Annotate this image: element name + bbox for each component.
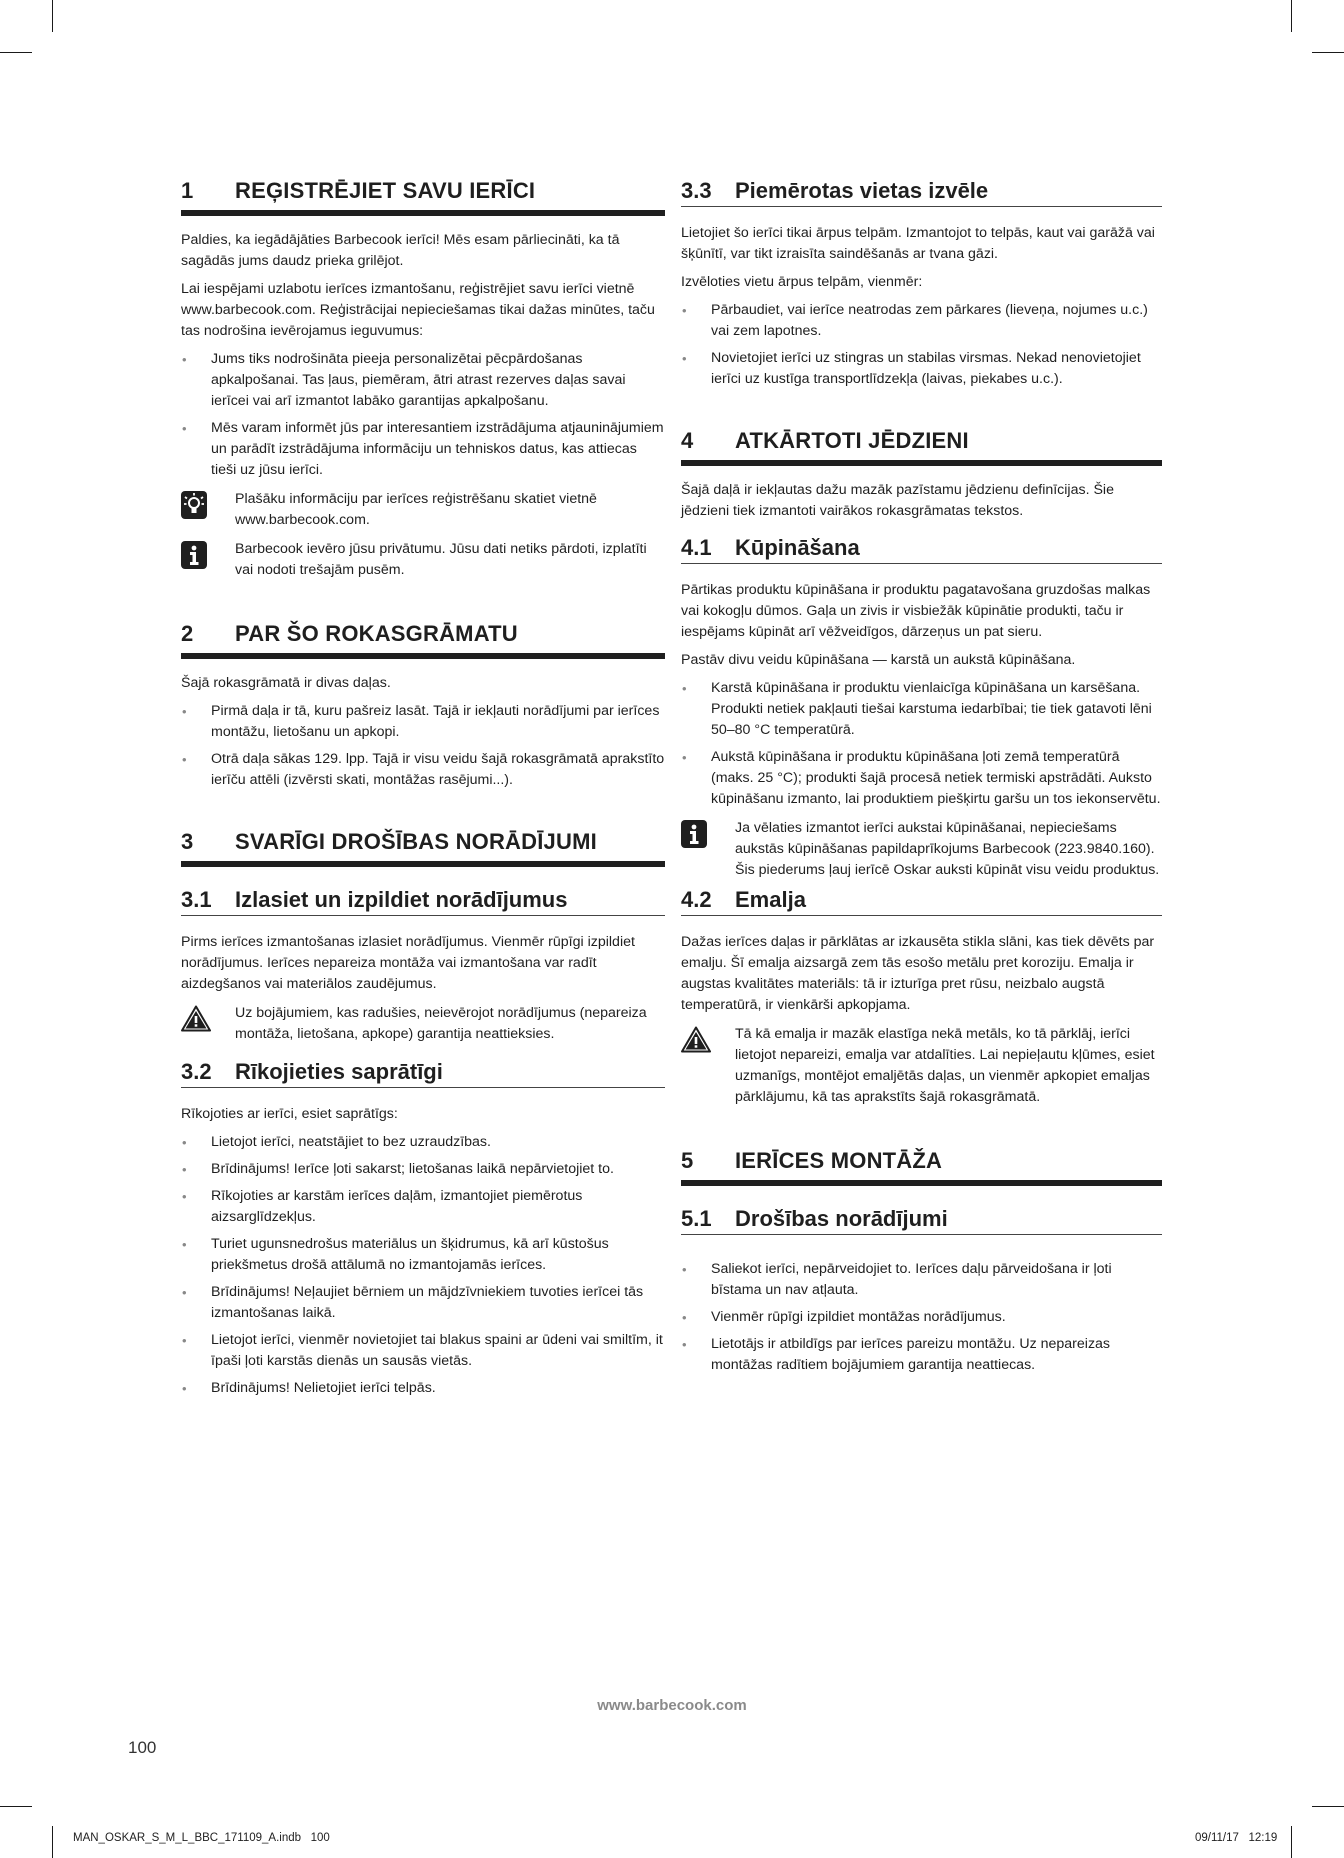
section-title: SVARĪGI DROŠĪBAS NORĀDĪJUMI xyxy=(235,829,597,854)
section-title: Kūpināšana xyxy=(735,535,860,560)
list-item: • Aukstā kūpināšana ir produktu kūpināšana ļoti zemā temperatūrā (maks. 25 °C); produkti šajā procesā netiek termiski apstrādāti. Auksto kūpināšanu izmanto, lai produktiem piešķirtu garšu un tos iekonservētu. xyxy=(682,749,1161,807)
info-note xyxy=(681,818,1162,881)
warning-note xyxy=(181,1003,665,1045)
warning-note xyxy=(681,1024,1162,1108)
tip-note xyxy=(181,489,665,531)
list-item: • Rīkojoties ar karstām ierīces daļām, izmantojiet piemērotus aizsarglīdzekļus. xyxy=(182,1188,583,1225)
crop-mark xyxy=(1312,52,1344,53)
print-slug-date: 09/11/17 12:19 xyxy=(1195,1832,1278,1844)
crop-mark xyxy=(0,1806,32,1807)
note-text: Ja vēlaties izmantot ierīci aukstai kūpināšanai, nepieciešams aukstās kūpināšanas papildaprīkojums Barbecook (223.9840.160). Šis piederums ļauj ierīcē Oskar auksti kūpināt visu veidu produktus. xyxy=(735,820,1160,878)
lightbulb-icon xyxy=(181,489,235,526)
list-item: • Turiet ugunsnedrošus materiālus un šķidrumus, kā arī kūstošus priekšmetus drošā attālumā no izmantojamās ierīces. xyxy=(182,1236,609,1273)
list-item: • Brīdinājums! Nelietojiet ierīci telpās. xyxy=(182,1380,436,1396)
section-title: Izlasiet un izpildiet norādījumus xyxy=(235,887,568,912)
section-number: 4.2 xyxy=(681,887,712,912)
section-number: 4.1 xyxy=(681,535,712,560)
note-text: Barbecook ievēro jūsu privātumu. Jūsu dati netiks pārdoti, izplatīti vai nodoti trešajām pusēm. xyxy=(235,541,647,578)
info-icon xyxy=(681,818,735,855)
crop-mark xyxy=(1291,0,1292,32)
section-3-2-heading xyxy=(181,1061,665,1088)
bullet-list xyxy=(181,701,665,791)
section-1-heading xyxy=(181,180,665,216)
list-item: • Jums tiks nodrošināta pieeja personalizētai pēcpārdošanas apkalpošanai. Tas ļaus, piemēram, ātri atrast rezerves daļas savai ierīcei vai arī izmantot labāko garantijas apkalpošanu. xyxy=(182,351,626,409)
section-5-heading xyxy=(681,1150,1162,1186)
section-3-3-heading xyxy=(681,180,1162,207)
section-4-2-heading xyxy=(681,889,1162,916)
info-note xyxy=(181,539,665,581)
paragraph: Pirms ierīces izmantošanas izlasiet norādījumus. Vienmēr rūpīgi izpildiet norādījumus. Ierīces nepareiza montāža vai izmantošana var radīt aizdegšanos vai materiālos zaudējumus. xyxy=(181,934,635,992)
note-text: Plašāku informāciju par ierīces reģistrēšanu skatiet vietnē www.barbecook.com. xyxy=(235,491,597,528)
section-number: 4 xyxy=(681,428,694,453)
section-title: REĢISTRĒJIET SAVU IERĪCI xyxy=(235,178,536,203)
paragraph: Paldies, ka iegādājāties Barbecook ierīci! Mēs esam pārliecināti, ka tā sagādās jums daudz prieka grilējot. xyxy=(181,232,620,269)
section-5-1-heading xyxy=(681,1208,1162,1235)
paragraph: Šajā daļā ir iekļautas dažu mazāk pazīstamu jēdzienu definīcijas. Šie jēdzieni tiek izmantoti vairākos rokasgrāmatas tekstos. xyxy=(681,482,1114,519)
list-item: • Lietotājs ir atbildīgs par ierīces pareizu montāžu. Uz nepareizas montāžas radītiem bojājumiem garantija neattiecas. xyxy=(682,1336,1111,1373)
list-item: • Otrā daļa sākas 129. lpp. Tajā ir visu veidu šajā rokasgrāmatā aprakstīto ierīču attēli (izvērsti skati, montāžas rasējumi...). xyxy=(182,751,665,788)
section-title: ATKĀRTOTI JĒDZIENI xyxy=(735,428,969,453)
crop-mark xyxy=(0,52,32,53)
section-number: 5 xyxy=(681,1148,694,1173)
section-number: 2 xyxy=(181,621,194,646)
section-3-1-heading xyxy=(181,889,665,916)
list-item: • Mēs varam informēt jūs par interesantiem izstrādājuma atjauninājumiem un parādīt izstrādājuma informāciju un tehniskos datus, kas attiecas tieši uz jūsu ierīci. xyxy=(182,420,664,478)
paragraph: Dažas ierīces daļas ir pārklātas ar izkausēta stikla slāni, kas tiek dēvēts par emalju. Šī emalja aizsargā zem tās esošo metālu pret koroziju. Emalja ir augstas kvalitātes materiāls: tā ir izturīga pret rūsu, neizbalo augstā temperatūrā, ir vienkārši apkopjama. xyxy=(681,934,1155,1013)
section-number: 5.1 xyxy=(681,1206,712,1231)
section-title: PAR ŠO ROKASGRĀMATU xyxy=(235,621,518,646)
list-item: • Vienmēr rūpīgi izpildiet montāžas norādījumus. xyxy=(682,1309,1006,1325)
right-column xyxy=(681,180,1162,1382)
list-item: • Novietojiet ierīci uz stingras un stabilas virsmas. Nekad nenovietojiet ierīci uz kustīga transportlīdzekļa (laivas, piekabes u.c.). xyxy=(682,350,1141,387)
section-title: Rīkojieties saprātīgi xyxy=(235,1059,443,1084)
section-4-1-heading xyxy=(681,537,1162,564)
list-item: • Karstā kūpināšana ir produktu vienlaicīga kūpināšana un karsēšana. Produkti netiek pakļauti tiešai karstuma iedarbībai; tie tiek gatavoti lēni 50–80 °C temperatūrā. xyxy=(682,680,1152,738)
list-item: • Pārbaudiet, vai ierīce neatrodas zem pārkares (lieveņa, nojumes u.c.) vai zem lapotnes. xyxy=(682,302,1148,339)
list-item: • Brīdinājums! Ierīce ļoti sakarst; lietošanas laikā nepārvietojiet to. xyxy=(182,1161,614,1177)
note-text: Uz bojājumiem, kas radušies, neievērojot norādījumus (nepareiza montāža, lietošana, apkope) garantija neattieksies. xyxy=(235,1005,647,1042)
list-item: • Lietojot ierīci, vienmēr novietojiet tai blakus spaini ar ūdeni vai smiltīm, it īpaši ļoti karstās dienās un sausās vietās. xyxy=(182,1332,663,1369)
list-item: • Saliekot ierīci, nepārveidojiet to. Ierīces daļu pārveidošana ir ļoti bīstama un nav atļauta. xyxy=(682,1261,1112,1298)
paragraph: Izvēloties vietu ārpus telpām, vienmēr: xyxy=(681,274,923,290)
bullet-list xyxy=(681,678,1162,810)
note-text: Tā kā emalja ir mazāk elastīga nekā metāls, ko tā pārklāj, ierīci lietojot nepareizi, emalja var atdalīties. Lai nepieļautu kļūmes, esiet uzmanīgs, montējot emaljētās daļas, un vienmēr apkopiet emaljas pārklājumu, kā tas aprakstīts šajā rokasgrāmatā. xyxy=(735,1026,1155,1105)
list-item: • Lietojot ierīci, neatstājiet to bez uzraudzības. xyxy=(182,1134,491,1150)
section-title: Emalja xyxy=(735,887,806,912)
paragraph: Šajā rokasgrāmatā ir divas daļas. xyxy=(181,675,391,691)
crop-mark xyxy=(52,0,53,32)
list-item: • Brīdinājums! Neļaujiet bērniem un mājdzīvniekiem tuvoties ierīcei tās izmantošanas laikā. xyxy=(182,1284,644,1321)
crop-mark xyxy=(52,1826,53,1858)
section-number: 3 xyxy=(181,829,194,854)
section-4-heading xyxy=(681,430,1162,466)
warning-icon xyxy=(181,1003,235,1039)
crop-mark xyxy=(1291,1826,1292,1858)
section-title: Drošības norādījumi xyxy=(735,1206,948,1231)
section-3-heading xyxy=(181,831,665,867)
list-item: • Pirmā daļa ir tā, kuru pašreiz lasāt. Tajā ir iekļauti norādījumi par ierīces montāžu, lietošanu un apkopi. xyxy=(182,703,660,740)
paragraph: Pārtikas produktu kūpināšana ir produktu pagatavošana gruzdošas malkas vai kokogļu dūmos. Gaļa un zivis ir visbiežāk kūpinātie produkti, taču ir iespējams kūpināt arī vēžveidīgos, dārzeņus un pat sieru. xyxy=(681,582,1151,640)
section-number: 1 xyxy=(181,178,194,203)
paragraph: Lai iespējami uzlabotu ierīces izmantošanu, reģistrējiet savu ierīci vietnē www.barbecook.com. Reģistrācijai nepieciešamas tikai dažas minūtes, taču tas nodrošina ievērojamus ieguvumus: xyxy=(181,281,655,339)
section-number: 3.2 xyxy=(181,1059,212,1084)
info-icon xyxy=(181,539,235,576)
bullet-list xyxy=(181,349,665,481)
section-number: 3.1 xyxy=(181,887,212,912)
section-2-heading xyxy=(181,623,665,659)
crop-mark xyxy=(1312,1806,1344,1807)
warning-icon xyxy=(681,1024,735,1060)
footer-url: www.barbecook.com xyxy=(597,1697,747,1714)
section-title: Piemērotas vietas izvēle xyxy=(735,178,989,203)
paragraph: Pastāv divu veidu kūpināšana — karstā un aukstā kūpināšana. xyxy=(681,652,1076,668)
section-number: 3.3 xyxy=(681,178,712,203)
page-number: 100 xyxy=(128,1738,157,1757)
bullet-list xyxy=(681,1259,1162,1376)
paragraph: Lietojiet šo ierīci tikai ārpus telpām. Izmantojot to telpās, kaut vai garāžā vai šķūnītī, var tikt izraisīta saindēšanās ar tvana gāzi. xyxy=(681,225,1155,262)
section-title: IERĪCES MONTĀŽA xyxy=(735,1148,943,1173)
bullet-list xyxy=(181,1132,665,1399)
print-slug-file: MAN_OSKAR_S_M_L_BBC_171109_A.indb 100 xyxy=(73,1832,330,1844)
paragraph: Rīkojoties ar ierīci, esiet saprātīgs: xyxy=(181,1106,398,1122)
left-column xyxy=(181,180,665,1405)
bullet-list xyxy=(681,300,1162,390)
